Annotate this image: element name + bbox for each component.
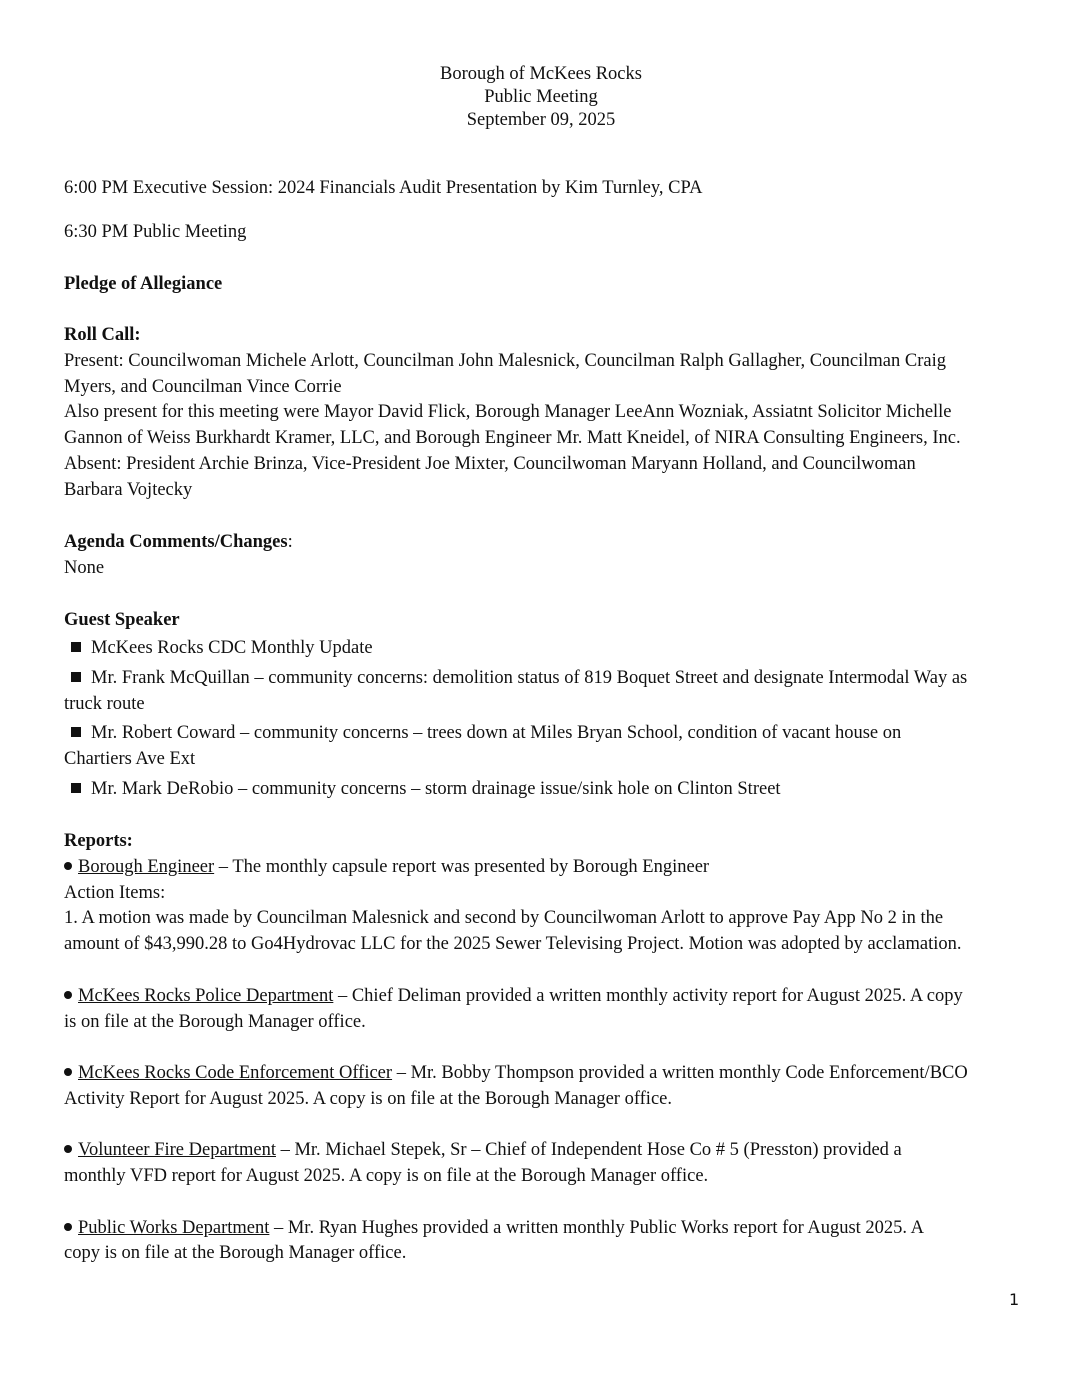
report-title: McKees Rocks Code Enforcement Officer [78,1063,393,1083]
action-item-line: 1. A motion was made by Councilman Malesnick and second by Councilwoman Arlott to approve Pay App No 2 in the [64,908,944,928]
report-title: Borough Engineer [78,857,215,877]
guest-speaker-text: Mr. Frank McQuillan – community concerns: demolition status of 819 Boquet Street and designate Intermodal Way as [91,668,968,688]
page-number: 1 [1009,1290,1020,1309]
report-police [64,983,963,1009]
guest-speaker-text-cont: Chartiers Ave Ext [64,749,196,769]
report-title: McKees Rocks Police Department [78,986,334,1006]
report-text-cont: Activity Report for August 2025. A copy is on file at the Borough Manager office. [64,1089,672,1109]
guest-speaker-text: McKees Rocks CDC Monthly Update [91,638,373,658]
guest-speaker-item [71,776,781,802]
executive-session-line: 6:00 PM Executive Session: 2024 Financials Audit Presentation by Kim Turnley, CPA [64,178,703,198]
bullet-icon [64,862,72,870]
report-fire [64,1137,902,1163]
public-meeting-line: 6:30 PM Public Meeting [64,222,247,242]
roll-call-heading: Roll Call: [64,325,141,345]
pledge-heading: Pledge of Allegiance [64,274,223,294]
report-text-cont: is on file at the Borough Manager office. [64,1012,366,1032]
report-code-enforcement [64,1060,968,1086]
roll-call-line: Present: Councilwoman Michele Arlott, Councilman John Malesnick, Councilman Ralph Gallagher, Councilman Craig [64,351,946,371]
guest-speaker-item [71,665,967,691]
bullet-icon [64,991,72,999]
action-item-line: amount of $43,990.28 to Go4Hydrovac LLC for the 2025 Sewer Televising Project. Motion was adopted by acclamation. [64,934,962,954]
agenda-value: None [64,558,105,578]
agenda-heading [64,529,293,555]
roll-call-line: Gannon of Weiss Burkhardt Kramer, LLC, and Borough Engineer Mr. Matt Kneidel, of NIRA Consulting Engineers, Inc. [64,428,961,448]
report-text: – Mr. Bobby Thompson provided a written monthly Code Enforcement/BCO [392,1063,968,1083]
guest-speaker-text-cont: truck route [64,694,145,714]
guest-speaker-heading: Guest Speaker [64,610,180,630]
org-name: Borough of McKees Rocks [440,64,642,84]
bullet-icon [64,1223,72,1231]
reports-heading: Reports: [64,831,133,851]
bullet-icon [64,1145,72,1153]
agenda-heading-text: Agenda Comments/Changes [64,532,288,552]
report-public-works [64,1215,924,1241]
square-bullet-icon [71,642,81,652]
document-header [0,63,1082,132]
roll-call-line: Barbara Vojtecky [64,480,193,500]
report-engineer [64,854,709,880]
square-bullet-icon [71,672,81,682]
meeting-type: Public Meeting [484,87,598,107]
square-bullet-icon [71,783,81,793]
meeting-date: September 09, 2025 [466,110,616,130]
guest-speaker-item [71,635,373,661]
roll-call-line: Also present for this meeting were Mayor David Flick, Borough Manager LeeAnn Wozniak, Assiatnt Solicitor Michelle [64,402,952,422]
roll-call-line: Absent: President Archie Brinza, Vice-President Joe Mixter, Councilwoman Maryann Holland, and Councilwoman [64,454,916,474]
report-text: – Mr. Ryan Hughes provided a written monthly Public Works report for August 2025. A [269,1218,924,1238]
bullet-icon [64,1068,72,1076]
report-text: – Chief Deliman provided a written monthly activity report for August 2025. A copy [333,986,963,1006]
report-text: – The monthly capsule report was presented by Borough Engineer [214,857,710,877]
guest-speaker-item [71,720,901,746]
report-text: – Mr. Michael Stepek, Sr – Chief of Independent Hose Co # 5 (Presston) provided a [275,1140,902,1160]
report-text-cont: copy is on file at the Borough Manager office. [64,1243,407,1263]
report-text-cont: monthly VFD report for August 2025. A copy is on file at the Borough Manager office. [64,1166,709,1186]
square-bullet-icon [71,727,81,737]
action-items-label: Action Items: [64,883,166,903]
guest-speaker-text: Mr. Robert Coward – community concerns – trees down at Miles Bryan School, condition of vacant house on [91,723,902,743]
roll-call-line: Myers, and Councilman Vince Corrie [64,377,342,397]
report-title: Volunteer Fire Department [78,1140,276,1160]
report-title: Public Works Department [78,1218,270,1238]
guest-speaker-text: Mr. Mark DeRobio – community concerns – storm drainage issue/sink hole on Clinton Street [91,779,781,799]
agenda-heading-colon: : [287,532,293,552]
